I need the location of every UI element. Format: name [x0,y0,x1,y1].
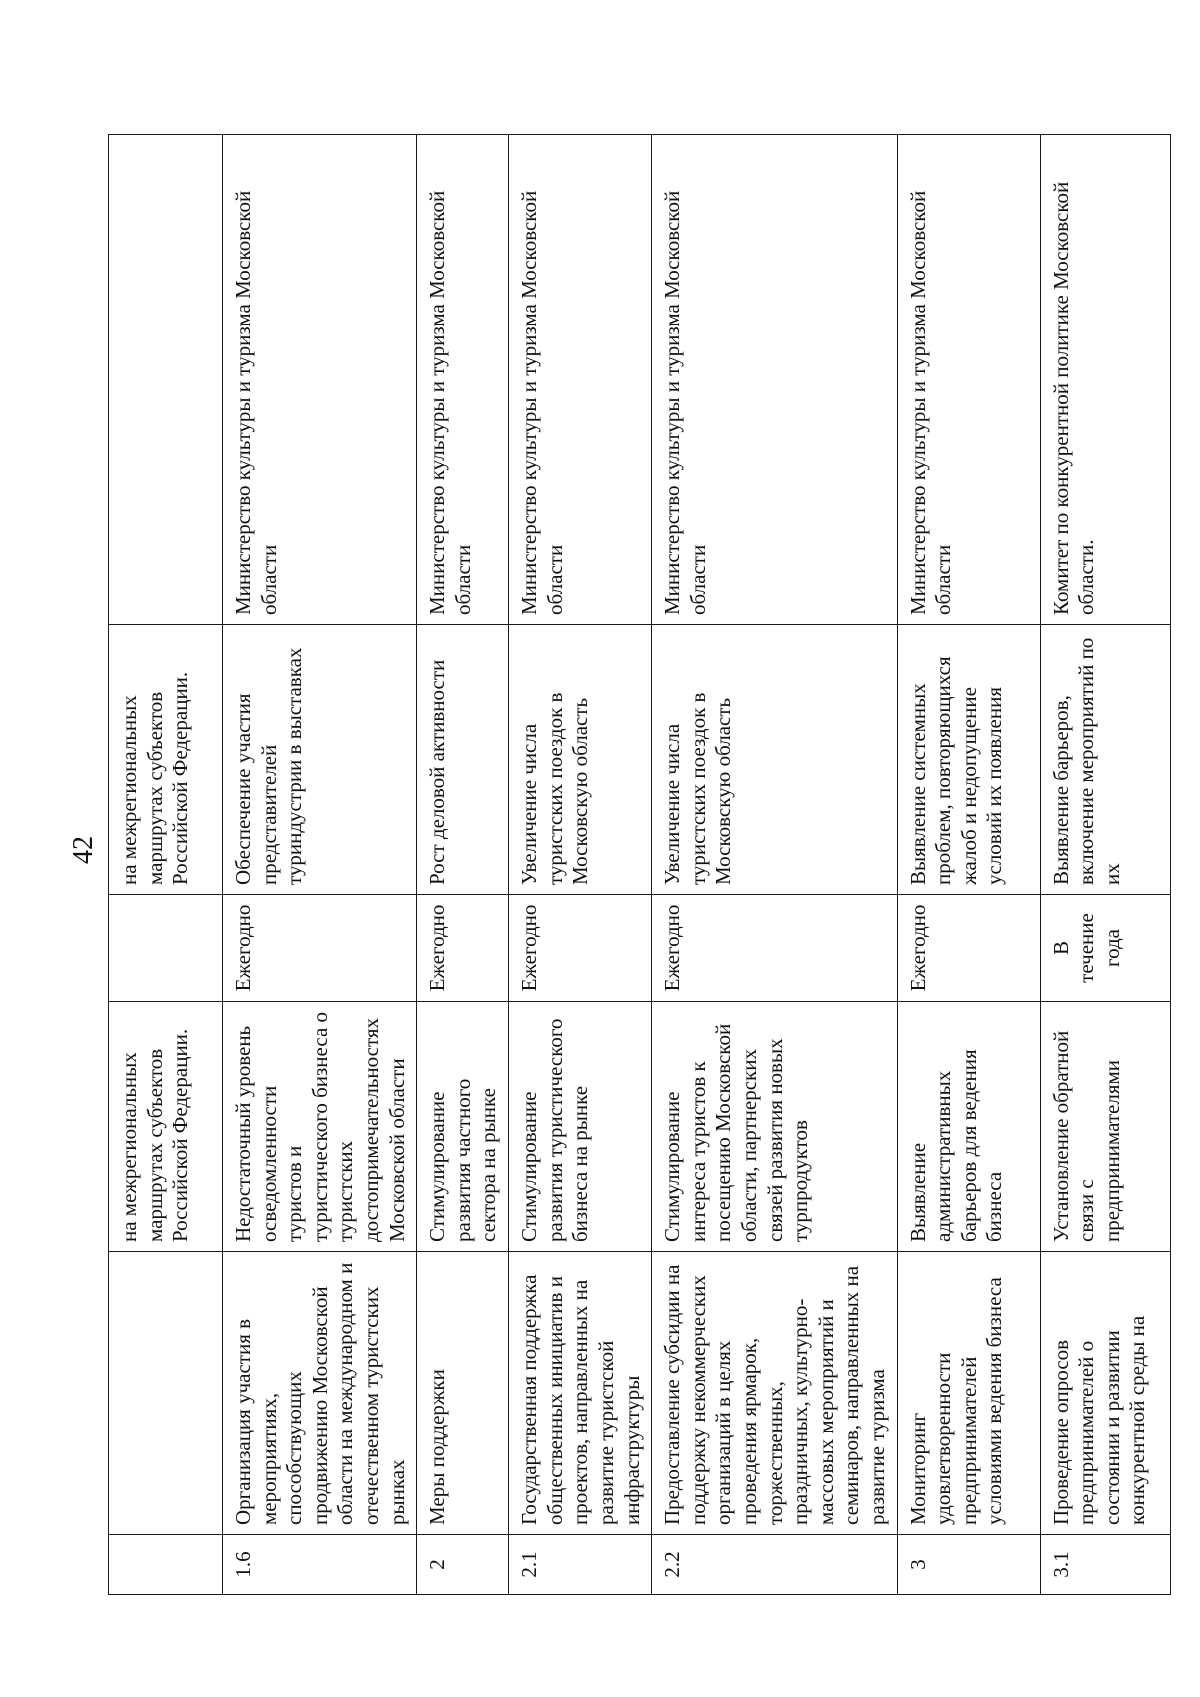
table-row [652,135,897,1595]
table-row [109,135,223,1595]
problem-cell: Стимулирование развития туристического бизнеса на рынке [509,1002,652,1252]
result-cell: Увеличение числа туристских поездок в Московскую область [509,625,652,895]
executor-cell: Министерство культуры и туризма Московской области [417,135,509,625]
problem-cell: Стимулирование интереса туристов к посещению Московской области, партнерских связей развития новых турпродуктов [652,1002,897,1252]
result-cell: Выявление системных проблем, повторяющихся жалоб и недопущение условий их появления [897,625,1040,895]
table-row [223,135,417,1595]
activity-cell: Меры поддержки [417,1252,509,1535]
row-number: 2 [417,1535,509,1595]
executor-cell: Министерство культуры и туризма Московской области [223,135,417,625]
problem-cell: Установление обратной связи с предпринимателями [1040,1002,1170,1252]
row-number: 1.6 [223,1535,417,1595]
table-row [897,135,1040,1595]
activity-cell: Государственная поддержка общественных инициатив и проектов, направленных на развитие туристской инфраструктуры [509,1252,652,1535]
term-cell: Ежегодно [897,895,1040,1002]
measures-table [108,134,1171,1595]
result-cell: Обеспечение участия представителей туриндустрии в выставках [223,625,417,895]
problem-cell: на межрегиональных маршрутах субъектов Российской Федерации. [109,1002,223,1252]
result-cell: Увеличение числа туристских поездок в Московскую область [652,625,897,895]
executor-cell [109,135,223,625]
activity-cell: Мониторинг удовлетворенности предпринимателей условиями ведения бизнеса [897,1252,1040,1535]
row-number [109,1535,223,1595]
term-cell: В течение года [1040,895,1170,1002]
result-cell: на межрегиональных маршрутах субъектов Российской Федерации. [109,625,223,895]
activity-cell [109,1252,223,1535]
problem-cell: Выявление административных барьеров для ведения бизнеса [897,1002,1040,1252]
row-number: 3.1 [1040,1535,1170,1595]
term-cell: Ежегодно [509,895,652,1002]
executor-cell: Министерство культуры и туризма Московской области [897,135,1040,625]
executor-cell: Комитет по конкурентной политике Московской области. [1040,135,1170,625]
executor-cell: Министерство культуры и туризма Московской области [652,135,897,625]
problem-cell: Недостаточный уровень осведомленности туристов и туристического бизнеса о туристских достопримечательностях Московской области [223,1002,417,1252]
page-number: 42 [68,836,99,864]
result-cell: Рост деловой активности [417,625,509,895]
term-cell: Ежегодно [417,895,509,1002]
executor-cell: Министерство культуры и туризма Московской области [509,135,652,625]
term-cell: Ежегодно [652,895,897,1002]
term-cell: Ежегодно [223,895,417,1002]
activity-cell: Проведение опросов предпринимателей о состоянии и развитии конкурентной среды на [1040,1252,1170,1535]
table-row [509,135,652,1595]
row-number: 3 [897,1535,1040,1595]
table-row [417,135,509,1595]
result-cell: Выявление барьеров, включение мероприятий по их [1040,625,1170,895]
activity-cell: Предоставление субсидии на поддержку некоммерческих организаций в целях проведения ярмарок, торжественных, праздничных, культурно-массовых мероприятий и семинаров, направленных на развитие туризма [652,1252,897,1535]
rotated-page-content [108,135,1150,1595]
row-number: 2.1 [509,1535,652,1595]
problem-cell: Стимулирование развития частного сектора на рынке [417,1002,509,1252]
table-row [1040,135,1170,1595]
term-cell [109,895,223,1002]
activity-cell: Организация участия в мероприятиях, способствующих продвижению Московской области на международном и отечественном туристских рынках [223,1252,417,1535]
row-number: 2.2 [652,1535,897,1595]
